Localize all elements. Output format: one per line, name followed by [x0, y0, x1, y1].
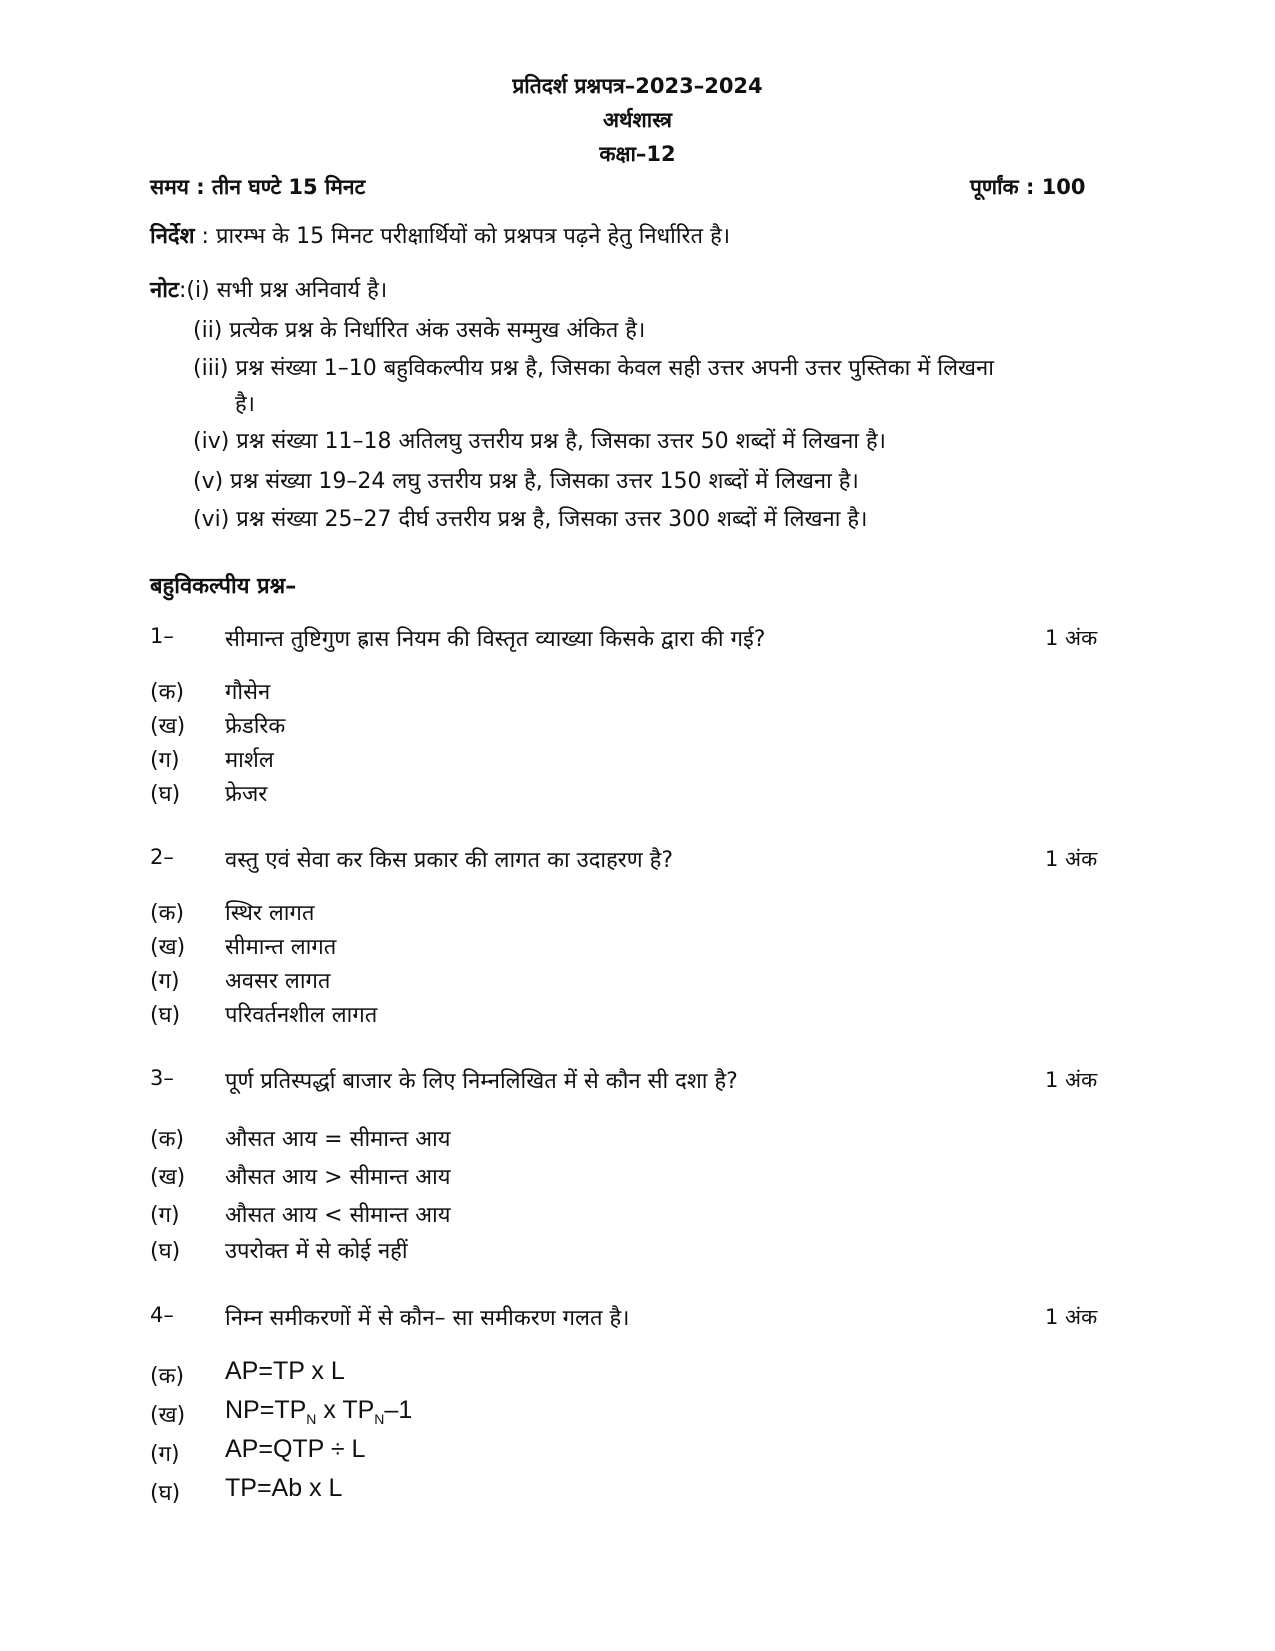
option-label: (घ)	[150, 1239, 181, 1264]
instruction	[150, 220, 730, 250]
question-text: पूर्ण प्रतिस्पर्द्धा बाजार के लिए निम्नलिखित में से कौन सी दशा है?	[225, 1069, 738, 1094]
note-item: :(i) सभी प्रश्न अनिवार्य है।	[179, 278, 388, 303]
option-text: स्थिर लागत	[225, 901, 315, 926]
option-label: (क)	[150, 1127, 185, 1152]
option-text: औसत आय = सीमान्त आय	[225, 1127, 451, 1152]
option-text: फ्रेडरिक	[225, 714, 286, 739]
question-marks: 1 अंक	[1045, 1068, 1098, 1092]
instruction-label: निर्देश	[150, 224, 195, 249]
note-item: (ii) प्रत्येक प्रश्न के निर्धारित अंक उसके सम्मुख अंकित है।	[193, 318, 646, 343]
option-text: औसत आय > सीमान्त आय	[225, 1165, 451, 1190]
question-text: सीमान्त तुष्टिगुण ह्रास नियम की विस्तृत व्याख्या किसके द्वारा की गई?	[225, 627, 766, 652]
option-text: मार्शल	[225, 748, 274, 773]
section-title: बहुविकल्पीय प्रश्न–	[150, 574, 297, 599]
class-title: कक्षा–12	[599, 142, 676, 166]
option-label: (घ)	[150, 782, 181, 807]
option-label: (ख)	[150, 1165, 186, 1190]
option-text: उपरोक्त में से कोई नहीं	[225, 1239, 408, 1264]
option-text: गौसेन	[225, 680, 271, 705]
option-label: (ग)	[150, 1203, 180, 1228]
option-text: फ्रेजर	[225, 782, 268, 807]
instruction-text: : प्रारम्भ के 15 मिनट परीक्षार्थियों को प्रश्नपत्र पढ़ने हेतु निर्धारित है।	[194, 224, 731, 249]
option-text: अवसर लागत	[225, 969, 331, 994]
option-label: (ख)	[150, 935, 186, 960]
question-number: 2–	[150, 845, 174, 869]
option-formula: AP=TP x L	[225, 1357, 345, 1385]
option-label: (ग)	[150, 969, 180, 994]
option-label: (ख)	[150, 1403, 186, 1428]
option-label: (क)	[150, 1364, 185, 1389]
option-text: सीमान्त लागत	[225, 935, 337, 960]
question-number: 4–	[150, 1303, 174, 1327]
formula-part: x TP	[316, 1396, 375, 1424]
option-label: (ग)	[150, 748, 180, 773]
note-first-line	[150, 274, 387, 304]
option-label: (क)	[150, 680, 185, 705]
subject-title: अर्थशास्त्र	[603, 108, 672, 132]
question-marks: 1 अंक	[1045, 626, 1098, 650]
note-item-continued: है।	[235, 392, 256, 417]
option-formula: AP=QTP ÷ L	[225, 1435, 366, 1463]
question-marks: 1 अंक	[1045, 1305, 1098, 1329]
note-item: (v) प्रश्न संख्या 19–24 लघु उत्तरीय प्रश्न है, जिसका उत्तर 150 शब्दों में लिखना है।	[193, 469, 859, 494]
option-label: (घ)	[150, 1481, 181, 1506]
question-text: निम्न समीकरणों में से कौन– सा समीकरण गलत है।	[225, 1306, 630, 1331]
option-formula	[225, 1396, 412, 1427]
total-marks: पूर्णांक : 100	[970, 175, 1086, 199]
time-allowed: समय : तीन घण्टे 15 मिनट	[150, 175, 366, 199]
formula-subscript: N	[306, 1411, 317, 1427]
option-label: (घ)	[150, 1003, 181, 1028]
question-number: 1–	[150, 624, 174, 648]
option-label: (ख)	[150, 714, 186, 739]
option-formula: TP=Ab x L	[225, 1474, 343, 1502]
question-text: वस्तु एवं सेवा कर किस प्रकार की लागत का उदाहरण है?	[225, 848, 674, 873]
note-item: (iv) प्रश्न संख्या 11–18 अतिलघु उत्तरीय प्रश्न है, जिसका उत्तर 50 शब्दों में लिखना है।	[193, 429, 886, 454]
question-number: 3–	[150, 1066, 174, 1090]
option-label: (ग)	[150, 1442, 180, 1467]
note-item: (vi) प्रश्न संख्या 25–27 दीर्घ उत्तरीय प्रश्न है, जिसका उत्तर 300 शब्दों में लिखना है।	[193, 507, 868, 532]
question-marks: 1 अंक	[1045, 847, 1098, 871]
option-text: परिवर्तनशील लागत	[225, 1003, 378, 1028]
option-text: औसत आय < सीमान्त आय	[225, 1203, 451, 1228]
paper-title: प्रतिदर्श प्रश्नपत्र–2023–2024	[512, 74, 763, 98]
formula-subscript: N	[374, 1411, 385, 1427]
option-label: (क)	[150, 901, 185, 926]
formula-part: NP=TP	[225, 1396, 307, 1424]
note-item: (iii) प्रश्न संख्या 1–10 बहुविकल्पीय प्रश्न है, जिसका केवल सही उत्तर अपनी उत्तर पुस्तिका में लिखना	[193, 356, 994, 381]
note-label: नोट	[150, 278, 179, 303]
formula-part: –1	[384, 1396, 413, 1424]
